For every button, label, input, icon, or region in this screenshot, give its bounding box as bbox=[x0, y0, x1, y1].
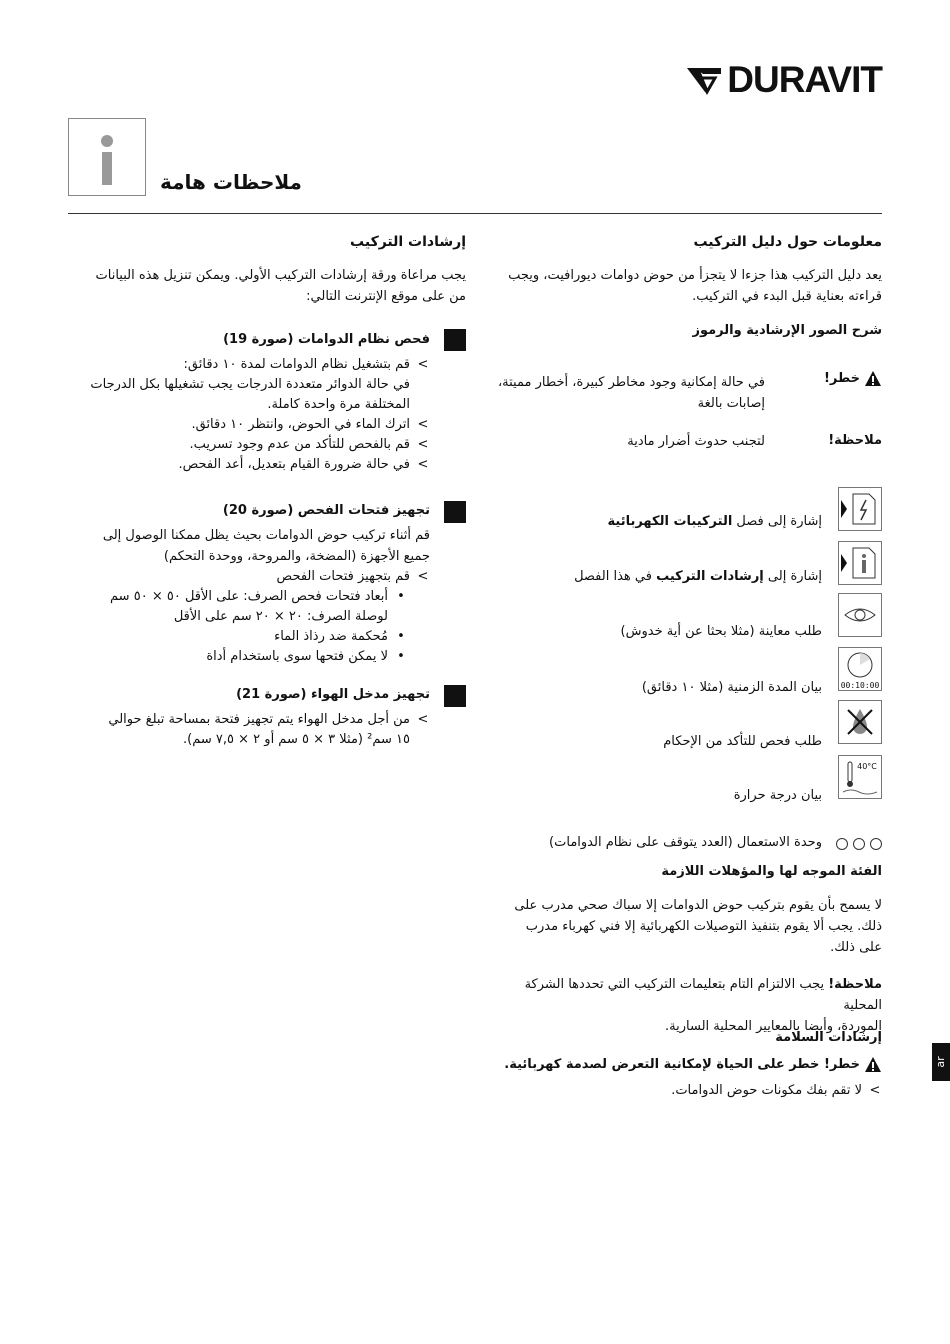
symbol-inspect-text: طلب معاينة (مثلا بحثا عن أية خدوش) bbox=[620, 624, 822, 639]
section-marker bbox=[444, 501, 466, 523]
duravit-logo-icon bbox=[685, 64, 723, 96]
sym-text-part: إشارة إلى bbox=[763, 569, 822, 584]
list-item-text: قم بتشغيل نظام الدوامات لمدة ١٠ دقائق: bbox=[183, 357, 410, 372]
list-item bbox=[66, 730, 430, 750]
arrow-marker: > bbox=[869, 1083, 881, 1098]
page-title: ملاحظات هامة bbox=[160, 170, 302, 194]
target-line: ذلك. يجب ألا يقوم بتنفيذ التوصيلات الكهربائية إلا فني كهرباء مدرب bbox=[525, 919, 882, 934]
safety-heading: إرشادات السلامة bbox=[775, 1030, 882, 1045]
note2-line: الموردة، وأيضا بالمعايير المحلية السارية. bbox=[665, 1019, 882, 1034]
s21-list bbox=[66, 710, 430, 750]
list-item bbox=[66, 647, 430, 667]
arrow-marker: > bbox=[417, 569, 429, 584]
symbol-duration-text: بيان المدة الزمنية (مثلا ١٠ دقائق) bbox=[641, 680, 822, 695]
timer-readout: 00:10:00 bbox=[840, 681, 880, 690]
list-item-text: ١٥ سم² (مثلا ٣ × ٥ سم أو ٢ × ٧,٥ سم). bbox=[183, 732, 410, 747]
list-item-text: لا تقم بفك مكونات حوض الدوامات. bbox=[671, 1083, 862, 1098]
unit-circle-icon bbox=[870, 838, 882, 850]
intro-line: قراءته بعناية قبل البدء في التركيب. bbox=[692, 289, 882, 304]
section-marker bbox=[444, 329, 466, 351]
eye-icon bbox=[838, 593, 882, 637]
right-intro bbox=[482, 265, 882, 307]
danger-label bbox=[824, 370, 882, 387]
target-line: على ذلك. bbox=[830, 940, 882, 955]
symbols-heading: شرح الصور الإرشادية والرموز bbox=[692, 323, 882, 338]
symbol-leak-text: طلب فحص للتأكد من الإحكام bbox=[663, 734, 822, 749]
note-label: ملاحظة! bbox=[828, 433, 882, 448]
s20-title: تجهيز فتحات الفحص (صورة 20) bbox=[222, 503, 430, 518]
list-item-text: المختلفة مرة واحدة كاملة. bbox=[267, 397, 410, 412]
danger-text bbox=[498, 372, 765, 414]
temperature-readout: 40°C bbox=[857, 762, 877, 771]
note2-line: يجب الالتزام التام بتعليمات التركيب التي تحددها الشركة المحلية bbox=[524, 977, 882, 1013]
list-item-text: لوصلة الصرف: ٢٠ × ٢٠ سم على الأقل bbox=[173, 609, 388, 624]
left-intro bbox=[66, 265, 466, 307]
danger-line: في حالة إمكانية وجود مخاطر كبيرة، أخطار مميتة، bbox=[497, 375, 765, 390]
intro-line: قم أثناء تركيب حوض الدوامات بحيث يظل ممكنا الوصول إلى bbox=[102, 528, 430, 543]
intro-line: يعد دليل التركيب هذا جزءا لا يتجزأ من حوض دوامات ديورافيت، ويجب bbox=[508, 268, 882, 283]
unit-circles bbox=[836, 838, 882, 850]
list-item bbox=[66, 435, 430, 455]
list-item bbox=[66, 415, 430, 435]
list-item bbox=[66, 710, 430, 730]
bullet-marker: • bbox=[397, 629, 405, 644]
section-marker bbox=[444, 685, 466, 707]
intro-line: يجب مراعاة ورقة إرشادات التركيب الأولي. ويمكن تنزيل هذه البيانات bbox=[95, 268, 466, 283]
list-item bbox=[66, 395, 430, 415]
note-text: لتجنب حدوث أضرار مادية bbox=[627, 434, 765, 449]
list-item bbox=[66, 355, 430, 375]
s21-title: تجهيز مدخل الهواء (صورة 21) bbox=[236, 687, 430, 702]
list-item-text: مُحكمة ضد رذاذ الماء bbox=[274, 629, 388, 644]
list-item bbox=[66, 627, 430, 647]
leak-check-icon bbox=[838, 700, 882, 744]
list-item bbox=[66, 375, 430, 395]
duravit-logo bbox=[685, 60, 882, 100]
list-item bbox=[66, 455, 430, 475]
target-line: لا يسمح بأن يقوم بتركيب حوض الدوامات إلا سباك صحي مدرب على bbox=[514, 898, 882, 913]
unit-circle-icon bbox=[853, 838, 865, 850]
intro-line: جميع الأجهزة (المضخة، والمروحة، ووحدة التحكم) bbox=[163, 549, 430, 564]
safety-danger-text: خطر! خطر على الحياة لإمكانية التعرض لصدمة كهربائية. bbox=[504, 1057, 860, 1072]
bullet-marker: • bbox=[397, 589, 405, 604]
list-item bbox=[482, 1081, 882, 1101]
list-item bbox=[66, 587, 430, 607]
arrow-marker: > bbox=[417, 437, 429, 452]
sym-text-part: إشارة إلى فصل bbox=[732, 514, 822, 529]
list-item-text: أبعاد فتحات فحص الصرف: على الأقل ٥٠ × ٥٠ سم bbox=[110, 589, 388, 604]
s20-list bbox=[66, 567, 430, 667]
info-box bbox=[68, 118, 146, 196]
list-item bbox=[66, 607, 430, 627]
sym-text-bold: التركيبات الكهربائية bbox=[607, 514, 733, 529]
s19-title: فحص نظام الدوامات (صورة 19) bbox=[223, 332, 430, 347]
warning-icon bbox=[864, 370, 882, 387]
unit-circle-icon bbox=[836, 838, 848, 850]
left-heading: إرشادات التركيب bbox=[350, 234, 466, 250]
symbol-install-text bbox=[574, 566, 822, 587]
list-item-text: لا يمكن فتحها سوى باستخدام أداة bbox=[206, 649, 388, 664]
timer-icon bbox=[838, 647, 882, 691]
sym-text-bold: إرشادات التركيب bbox=[656, 569, 764, 584]
target-text bbox=[482, 895, 882, 958]
symbol-temperature-text: بيان درجة حرارة bbox=[733, 788, 822, 803]
list-item-text: قم بالفحص للتأكد من عدم وجود تسريب. bbox=[189, 437, 410, 452]
temperature-icon bbox=[838, 755, 882, 799]
intro-line: من على موقع الإنترنت التالي: bbox=[306, 289, 466, 304]
list-item-text: من أجل مدخل الهواء يتم تجهيز فتحة بمساحة تبلغ حوالي bbox=[108, 712, 410, 727]
electrical-chapter-icon bbox=[838, 487, 882, 531]
target-heading: الفئة الموجه لها والمؤهلات اللازمة bbox=[661, 864, 882, 879]
arrow-marker: > bbox=[417, 417, 429, 432]
safety-danger bbox=[504, 1056, 882, 1073]
note2-label: ملاحظة! bbox=[828, 977, 882, 992]
install-chapter-icon bbox=[838, 541, 882, 585]
safety-list bbox=[482, 1081, 882, 1101]
sym-text-part: في هذا الفصل bbox=[574, 569, 657, 584]
arrow-marker: > bbox=[417, 357, 429, 372]
list-item-text: قم بتجهيز فتحات الفحص bbox=[276, 569, 410, 584]
symbol-electrical-text bbox=[608, 511, 822, 532]
danger-word: خطر! bbox=[823, 371, 860, 386]
units-text: وحدة الاستعمال (العدد يتوقف على نظام الدوامات) bbox=[549, 835, 822, 850]
list-item-text: في حالة الدوائر متعددة الدرجات يجب تشغيلها بكل الدرجات bbox=[90, 377, 410, 392]
list-item bbox=[66, 567, 430, 587]
bullet-marker: • bbox=[397, 649, 405, 664]
arrow-marker: > bbox=[417, 712, 429, 727]
danger-line: إصابات بالغة bbox=[697, 396, 765, 411]
right-heading: معلومات حول دليل التركيب bbox=[693, 234, 882, 250]
list-item-text: في حالة ضرورة القيام بتعديل، أعد الفحص. bbox=[178, 457, 410, 472]
header-divider bbox=[68, 213, 882, 214]
brand-name: DURAVIT bbox=[727, 59, 882, 100]
info-i-icon bbox=[69, 119, 145, 195]
warning-icon bbox=[864, 1056, 882, 1073]
s19-list bbox=[66, 355, 430, 475]
s20-intro bbox=[66, 525, 430, 567]
note2 bbox=[482, 974, 882, 1037]
language-tab bbox=[932, 1043, 950, 1081]
language-tab-label: ar bbox=[934, 1056, 947, 1068]
arrow-marker: > bbox=[417, 457, 429, 472]
list-item-text: اترك الماء في الحوض، وانتظر ١٠ دقائق. bbox=[191, 417, 410, 432]
